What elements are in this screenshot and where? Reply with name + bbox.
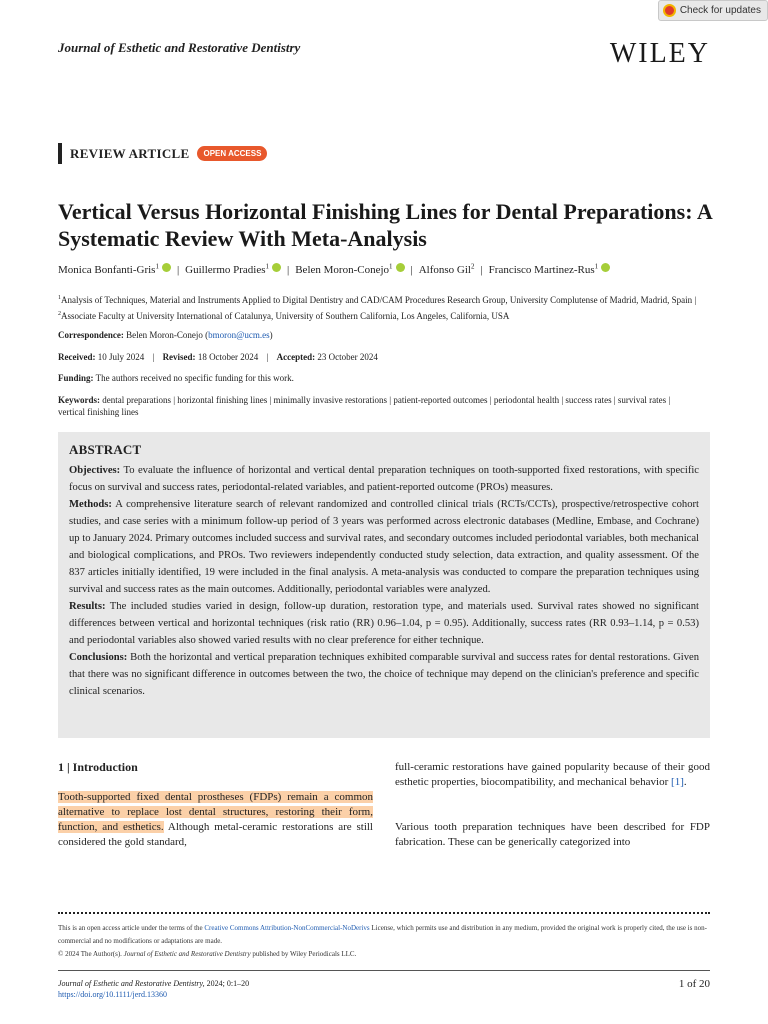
check-for-updates-label: Check for updates (679, 5, 761, 16)
section-heading-introduction: 1 | Introduction (58, 760, 138, 774)
results-text: The included studies varied in design, follow-up duration, restoration type, and materials used. Survival rates showed no significant differences between vertical and horizontal techniques (risk ratio (RR) 0.96–1.04, p = 0.95). Additionally, success rates (RR 0.93–1.14, p = 0.53) and periodontal variables also showed varied results with no clear preference for either technique. (69, 601, 699, 646)
intro-text: Although metal-ceramic restorations are still considered the gold standard, (58, 821, 373, 848)
license-link[interactable]: Creative Commons Attribution-NonCommercial-NoDerivs (204, 924, 370, 932)
article-type (58, 143, 267, 164)
abstract-methods (69, 496, 699, 598)
article-type-bar (58, 143, 62, 164)
author[interactable] (58, 264, 171, 276)
received-date: 10 July 2024 (97, 352, 145, 362)
abstract-heading: ABSTRACT (69, 442, 142, 457)
author-separator: | (287, 263, 290, 276)
author-list (58, 262, 610, 276)
author-separator: | (480, 263, 483, 276)
article-title: Vertical Versus Horizontal Finishing Lines for Dental Preparations: A Systematic Review With Meta-Analysis (58, 199, 712, 251)
orcid-icon[interactable] (396, 263, 405, 272)
correspondence-label: Correspondence: (58, 330, 124, 340)
intro-text: Various tooth preparation techniques have been described for FDP fabrication. These can be generically categorized into (395, 821, 710, 848)
funding (58, 373, 294, 383)
reference-link[interactable]: [1] (671, 776, 684, 788)
objectives-label: Objectives: (69, 465, 121, 476)
license-post: License, which permits use and distribution in any medium, provided the original work is properly cited, the use is non-commercial and no modifications or adaptations are made. (58, 924, 707, 945)
intro-paragraph-2 (395, 820, 710, 850)
orcid-icon[interactable] (272, 263, 281, 272)
orcid-icon[interactable] (601, 263, 610, 272)
author-separator: | (410, 263, 413, 276)
accepted-date: 23 October 2024 (317, 352, 378, 362)
orcid-icon[interactable] (162, 263, 171, 272)
author-name: Monica Bonfanti-Gris (58, 263, 156, 276)
affiliation-text: Associate Faculty at University International of Catalunya, University of Southern California, Los Angeles, California, USA (61, 311, 510, 321)
check-for-updates-button[interactable] (658, 0, 768, 21)
received-label: Received: (58, 352, 96, 362)
crossmark-icon (663, 4, 676, 17)
license-text (58, 922, 710, 948)
affiliation-text: Analysis of Techniques, Material and Instruments Applied to Digital Dentistry and CAD/CAM Procedures Research Group, University Complutense of Madrid, Madrid, Spain (61, 295, 693, 305)
open-access-badge: OPEN ACCESS (197, 146, 267, 161)
article-type-label: REVIEW ARTICLE (70, 145, 190, 161)
results-label: Results: (69, 601, 106, 612)
author-name: Belen Moron-Conejo (295, 263, 390, 276)
abstract-objectives (69, 462, 699, 496)
author-separator: | (176, 263, 180, 276)
keywords-text: dental preparations | horizontal finishing lines | minimally invasive restorations | patient-reported outcomes | periodontal health | success rates | survival rates | vertical finishing lines (58, 395, 671, 417)
correspondence-name: Belen Moron-Conejo (126, 330, 203, 340)
intro-column-left (58, 790, 373, 850)
copyright-journal: Journal of Esthetic and Restorative Dentistry (123, 950, 251, 958)
objectives-text: To evaluate the influence of horizontal and vertical dental preparation techniques on tooth-supported fixed restorations, with specific focus on survival and success rates, periodontal-related variables, and patient-reported outcome (PROs) measures. (69, 465, 700, 493)
accepted-label: Accepted: (276, 352, 316, 362)
author[interactable] (185, 264, 281, 276)
keywords (58, 394, 678, 418)
keywords-label: Keywords: (58, 395, 100, 405)
conclusions-label: Conclusions: (69, 652, 128, 663)
affiliations: $^1$Analysis of Techniques, Material and Instruments Applied to Digital Dentistry and CAD/CAM Procedures Research Group, University Complutense of Madrid, Madrid, Spain | $^2$Associate Faculty at University International of Catalunya, University of Southern California, Los Angeles, California, USA (58, 295, 697, 321)
affiliation-number: 1 (58, 295, 61, 301)
funding-text: The authors received no specific funding for this work. (95, 373, 294, 383)
intro-column-right (395, 760, 710, 790)
revised-label: Revised: (162, 352, 196, 362)
author-name: Alfonso Gil (418, 263, 471, 276)
author-affil-sup: 1 (155, 262, 159, 270)
doi-link[interactable]: https://doi.org/10.1111/jerd.13360 (58, 990, 167, 999)
author-affil-sup: 2 (470, 262, 475, 270)
revised-date: 18 October 2024 (197, 352, 259, 362)
abstract-box (58, 432, 710, 738)
abstract-conclusions (69, 649, 699, 700)
author-affil-sup: 1 (389, 262, 393, 270)
highlighted-text[interactable]: Tooth-supported fixed dental prostheses (FDPs) remain a common alternative to replace lost dental structures, restoring their form, function, and esthetics. (58, 791, 373, 833)
publisher-logo: WILEY (609, 38, 710, 69)
footer-journal: Journal of Esthetic and Restorative Dentistry, (58, 979, 205, 988)
copyright (58, 948, 710, 961)
author[interactable] (419, 264, 475, 276)
license-pre: This is an open access article under the terms of the (58, 924, 205, 932)
conclusions-text: Both the horizontal and vertical preparation techniques exhibited comparable survival and success rates for dental restorations. Given that there was no significant difference in outcomes between the two, the choice of technique may depend on the clinician's preference and specific clinical scenarios. (69, 652, 699, 697)
author-name: Francisco Martinez-Rus (488, 263, 595, 276)
methods-text: A comprehensive literature search of relevant randomized and controlled clinical trials (RCTs/CCTs), prospective/retrospective cohort studies, and case series with a minimum follow-up period of 3 years was performed across electronic databases (Medline, Embase, and Cochrane) up to January 2024. Primary outcomes included success and survival rates, and secondary outcomes included periodontal variables, both mechanical and biological complications, and PROs. Two reviewers independently conducted study selection, data extraction, and quality assessment. Of the 837 articles initially identified, 19 were included in the final analysis. A meta-analysis was conducted to compare the preparation techniques using survival and success rates as the main outcomes. Additionally, periodontal variables were analyzed. (69, 499, 699, 595)
correspondence-email-link[interactable]: bmoron@ucm.es (208, 330, 270, 340)
footer-citation-rest: 2024; 0:1–20 (204, 979, 250, 988)
copyright-post: published by Wiley Periodicals LLC. (250, 950, 357, 958)
author[interactable] (295, 264, 404, 276)
intro-text: full-ceramic restorations have gained popularity because of their good esthetic properties, biocompatibility, and mechanical behavior (395, 761, 710, 788)
article-dates: Received: 10 July 2024 | Revised: 18 October 2024 | Accepted: 23 October 2024 (58, 352, 378, 362)
footer-rule (58, 970, 710, 971)
author-name: Guillermo Pradies (185, 263, 266, 276)
journal-name: Journal of Esthetic and Restorative Dentistry (58, 40, 301, 55)
footer-citation (58, 979, 249, 988)
intro-text: . (683, 776, 687, 788)
methods-label: Methods: (69, 499, 112, 510)
abstract-results (69, 598, 699, 649)
author[interactable] (489, 264, 611, 276)
author-affil-sup: 1 (265, 262, 270, 270)
affiliation-number: 2 (58, 311, 61, 317)
license-notice (58, 922, 710, 961)
funding-label: Funding: (58, 373, 94, 383)
correspondence: Correspondence: Belen Moron-Conejo (bmoron@ucm.es) (58, 330, 273, 340)
page-number: 1 of 20 (678, 978, 710, 990)
copyright-pre: © 2024 The Author(s). (58, 950, 124, 958)
author-affil-sup: 1 (594, 262, 599, 270)
footnote-divider (58, 912, 710, 914)
